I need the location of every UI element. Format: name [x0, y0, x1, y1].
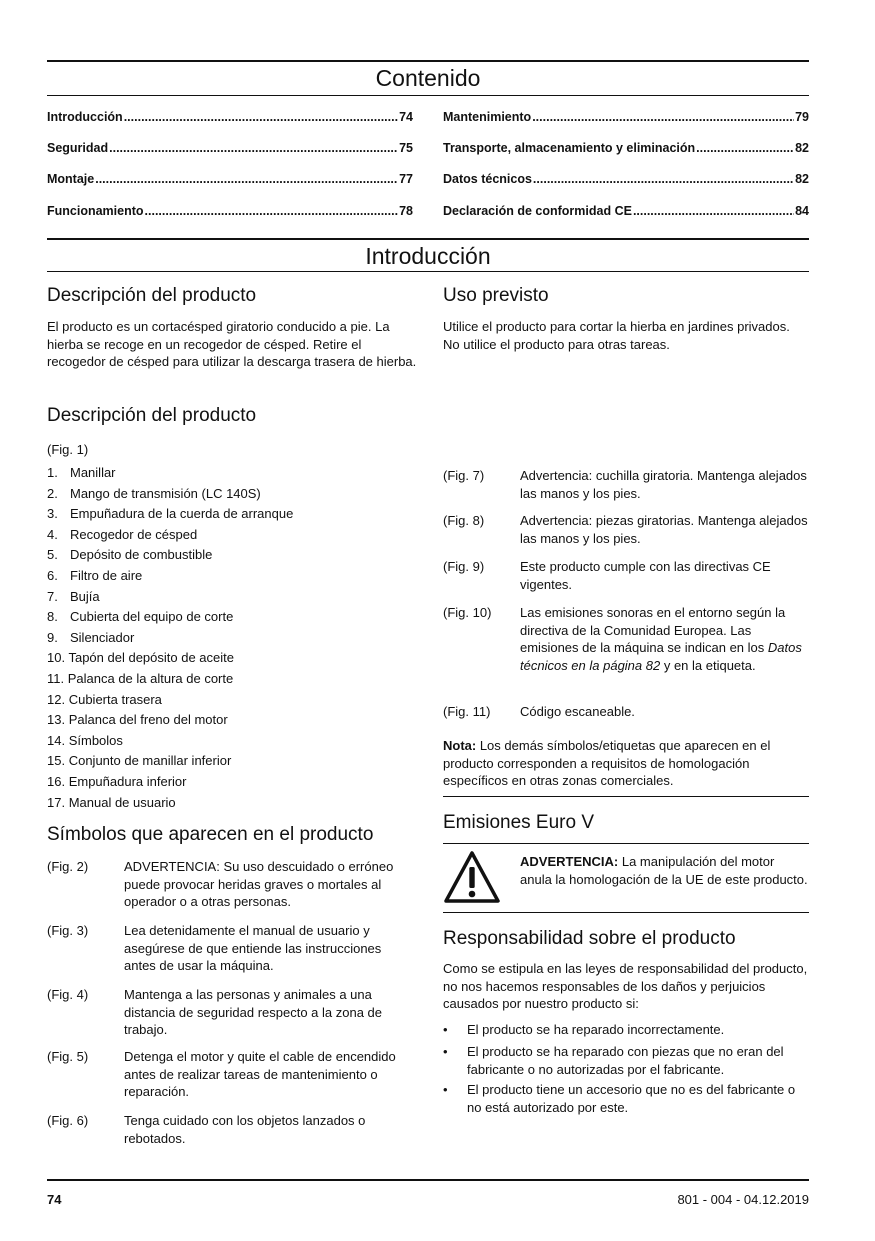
list-item: 12. Cubierta trasera	[47, 691, 162, 707]
toc-entry-page: 75	[399, 141, 413, 155]
list-item: 17. Manual de usuario	[47, 794, 176, 810]
toc-entry-title: Transporte, almacenamiento y eliminación	[443, 141, 696, 155]
symbol-description: Detenga el motor y quite el cable de encendido antes de realizar tareas de mantenimiento o reparación.	[124, 1049, 396, 1099]
intended-use-text: Utilice el producto para cortar la hierba en jardines privados. No utilice el producto para otras tareas.	[443, 319, 790, 352]
bullet-mark: •	[443, 1044, 448, 1059]
symbol-entry	[47, 858, 417, 914]
toc-entry-page: 82	[795, 141, 809, 155]
toc-entry-page: 77	[399, 172, 413, 186]
symbol-figure-ref: (Fig. 10)	[443, 605, 492, 620]
toc-entry-page: 82	[795, 172, 809, 186]
toc-entry[interactable]	[443, 139, 809, 155]
symbol-figure-ref: (Fig. 9)	[443, 559, 485, 574]
list-item: 14. Símbolos	[47, 732, 123, 748]
symbol-entry	[47, 1112, 417, 1150]
list-item: 1. Manillar	[47, 465, 116, 480]
toc-entry[interactable]	[47, 108, 413, 124]
list-item: • El producto se ha reparado con piezas que no eran del fabricante o no autorizadas por el fabricante.	[443, 1044, 784, 1077]
symbol-figure-ref: (Fig. 4)	[47, 987, 89, 1002]
page-number: 74	[47, 1192, 62, 1207]
bullet-mark: •	[443, 1022, 448, 1037]
toc-entry-page: 78	[399, 204, 413, 218]
warning-triangle-icon	[443, 850, 501, 904]
toc-entry-title: Funcionamiento	[47, 204, 144, 218]
symbol-figure-ref: (Fig. 6)	[47, 1113, 89, 1128]
section-heading: Símbolos que aparecen en el producto	[47, 824, 374, 845]
list-item: 13. Palanca del freno del motor	[47, 712, 228, 728]
symbol-entry	[443, 703, 809, 723]
bullet-mark: •	[443, 1082, 448, 1097]
list-item: 11. Palanca de la altura de corte	[47, 671, 234, 686]
symbol-entry	[443, 558, 809, 596]
section-heading: Descripción del producto	[47, 285, 257, 306]
intro-rule-bottom	[47, 271, 809, 272]
list-item: 10. Tapón del depósito de aceite	[47, 650, 234, 666]
list-item: 16. Empuñadura inferior	[47, 774, 187, 789]
list-item: • El producto tiene un accesorio que no es del fabricante o no está autorizado por este.	[443, 1082, 796, 1115]
document-id: 801 - 004 - 04.12.2019	[677, 1192, 809, 1207]
symbol-figure-ref: (Fig. 2)	[47, 859, 89, 874]
liability-text: Como se estipula en las leyes de responsabilidad del producto, no nos hacemos responsables de los daños y perjuicios causados por nuestro producto si:	[443, 961, 808, 1011]
warning-text: ADVERTENCIA: La manipulación del motor anula la homologación de la UE de este producto.	[520, 854, 808, 887]
toc-entry-title: Seguridad	[47, 141, 109, 155]
intro-title: Introducción	[365, 243, 491, 269]
list-item: 6. Filtro de aire	[47, 568, 143, 583]
toc-entry-page: 84	[795, 204, 809, 218]
toc-entry-title: Declaración de conformidad CE	[443, 204, 632, 218]
symbol-description: Advertencia: piezas giratorias. Mantenga alejados las manos y los pies.	[520, 513, 808, 546]
contents-title: Contenido	[375, 65, 481, 91]
list-item: • El producto se ha reparado incorrectamente.	[443, 1022, 725, 1037]
footer-rule	[47, 1179, 809, 1181]
note-text: Nota: Los demás símbolos/etiquetas que aparecen en el producto corresponden a requisitos de homologación específicos en otras zonas comerciales.	[443, 738, 771, 788]
toc-entry-title: Mantenimiento	[443, 110, 532, 124]
top-rule	[47, 60, 809, 62]
list-item: 4. Recogedor de césped	[47, 526, 198, 542]
section-heading: Uso previsto	[443, 285, 549, 306]
product-description: El producto es un cortacésped giratorio conducido a pie. La hierba se recoge en un recogedor de césped. Retire el recogedor de césped para utilizar la descarga trasera de hierba.	[47, 319, 417, 369]
list-item: 5. Depósito de combustible	[47, 547, 213, 563]
symbol-description: Código escaneable.	[520, 704, 635, 719]
symbol-figure-ref: (Fig. 3)	[47, 923, 89, 938]
symbol-entry	[443, 467, 809, 505]
list-item: 9. Silenciador	[47, 629, 135, 645]
symbol-description: Tenga cuidado con los objetos lanzados o rebotados.	[124, 1113, 366, 1146]
list-item: 15. Conjunto de manillar inferior	[47, 753, 232, 769]
list-item: 2. Mango de transmisión (LC 140S)	[47, 485, 261, 501]
toc-entry[interactable]	[47, 139, 413, 155]
list-item: 8. Cubierta del equipo de corte	[47, 609, 234, 625]
warning-rule-bottom	[443, 912, 809, 913]
datos-tecnicos-link[interactable]: Datos técnicos en la página 82	[520, 640, 802, 673]
symbol-entry	[47, 922, 417, 978]
section-heading: Responsabilidad sobre el producto	[443, 928, 736, 949]
contents-title-rule	[47, 95, 809, 96]
list-item: 3. Empuñadura de la cuerda de arranque	[47, 506, 294, 522]
figure-reference: (Fig. 1)	[47, 442, 89, 457]
note-rule	[443, 796, 809, 797]
symbol-description: Mantenga a las personas y animales a una distancia de seguridad respecto a la zona de trabajo.	[124, 987, 383, 1037]
toc-entry-page: 79	[795, 110, 809, 124]
section-heading: Emisiones Euro V	[443, 812, 595, 833]
note-label: Nota:	[443, 738, 477, 753]
symbol-figure-ref: (Fig. 11)	[443, 704, 491, 719]
symbol-entry	[47, 986, 417, 1042]
symbol-entry	[443, 512, 809, 550]
list-item: 7. Bujía	[47, 588, 100, 604]
warning-label: ADVERTENCIA:	[520, 854, 619, 869]
toc-entry-title: Introducción	[47, 110, 123, 124]
toc-entry[interactable]	[47, 202, 413, 218]
toc-entry-title: Montaje	[47, 172, 95, 186]
symbol-description: Lea detenidamente el manual de usuario y asegúrese de que entiende las instrucciones antes de usar la máquina.	[124, 923, 382, 973]
symbol-entry	[443, 604, 809, 694]
symbol-figure-ref: (Fig. 8)	[443, 513, 485, 528]
section-heading: Descripción del producto	[47, 405, 257, 426]
symbol-description: ADVERTENCIA: Su uso descuidado o erróneo puede provocar heridas graves o mortales al operador o a otras personas.	[124, 859, 394, 909]
toc-entry[interactable]	[443, 108, 809, 124]
toc-entry[interactable]	[443, 170, 809, 186]
warning-rule-top	[443, 843, 809, 844]
symbol-description: Este producto cumple con las directivas CE vigentes.	[520, 559, 771, 592]
symbol-figure-ref: (Fig. 7)	[443, 468, 485, 483]
symbol-entry	[47, 1048, 417, 1104]
symbol-description: Las emisiones sonoras en el entorno según la directiva de la Comunidad Europea. Las emisiones de la máquina se indican en los Datos técnicos en la página 82 y en la etiqueta.	[520, 605, 802, 673]
toc-entry[interactable]	[47, 170, 413, 186]
toc-entry-title: Datos técnicos	[443, 172, 532, 186]
intro-rule-top	[47, 238, 809, 240]
toc-entry[interactable]	[443, 202, 809, 218]
symbol-description: Advertencia: cuchilla giratoria. Mantenga alejados las manos y los pies.	[520, 468, 807, 501]
toc-entry-page: 74	[399, 110, 413, 124]
symbol-figure-ref: (Fig. 5)	[47, 1049, 89, 1064]
